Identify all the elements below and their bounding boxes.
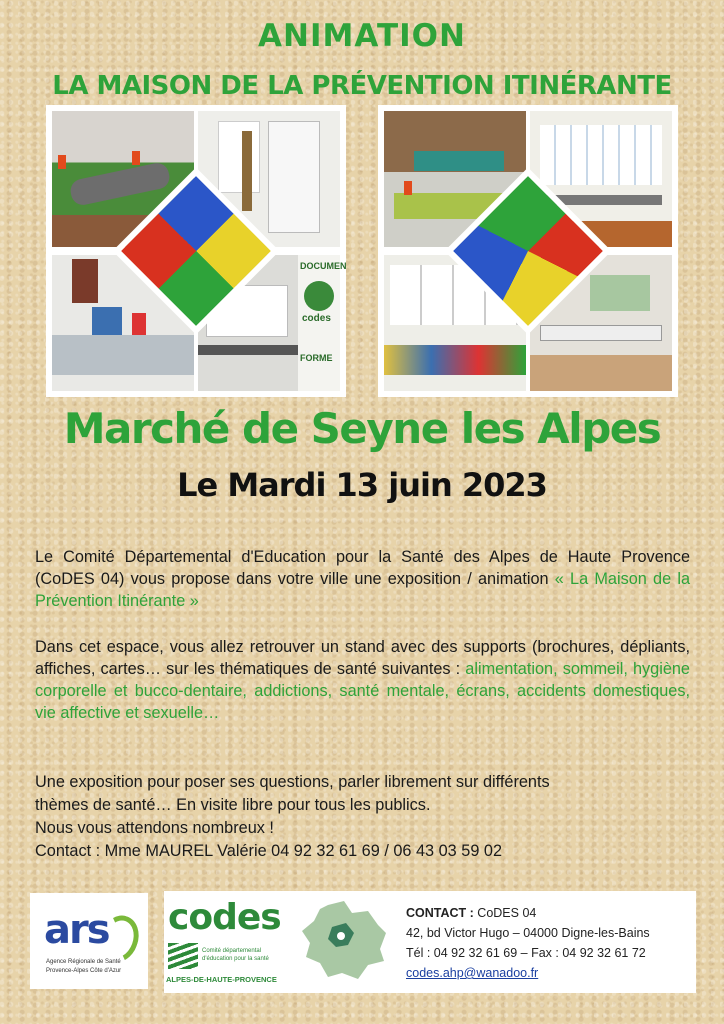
contact-org: CoDES 04 — [477, 906, 537, 920]
closing-line-1: Une exposition pour poser ses questions, parler librement sur différents — [35, 773, 550, 791]
ars-logo: ars — [44, 907, 109, 953]
ars-region: Provence-Alpes Côte d'Azur — [46, 968, 122, 974]
contact-email-link[interactable]: codes.ahp@wanadoo.fr — [406, 966, 539, 980]
codes-logo: codes — [168, 897, 281, 938]
stand-topics: alimentation, sommeil, hygiène corporelle et bucco-dentaire, addictions, santé mentale, écrans, accidents domestiques, vie affective et sexuelle… — [35, 660, 690, 722]
codes-logo-stripes-icon — [168, 943, 198, 969]
ars-tagline: Agence Régionale de Santé — [46, 959, 121, 965]
event-date: Le Mardi 13 juin 2023 — [177, 466, 547, 504]
contact-address: 42, bd Victor Hugo – 04000 Digne-les-Bains — [406, 926, 650, 940]
stand-paragraph — [35, 636, 690, 724]
codes-dept: ALPES-DE-HAUTE-PROVENCE — [166, 975, 277, 984]
maison-prevention-heading: LA MAISON DE LA PRÉVENTION ITINÉRANTE — [52, 71, 672, 101]
banner-text-top: DOCUMEN — [300, 261, 347, 271]
closing-line-3: Nous vous attendons nombreux ! — [35, 819, 274, 837]
ars-logo-box — [30, 893, 148, 989]
animation-heading: ANIMATION — [258, 18, 466, 54]
intro-highlight: « La Maison de la Prévention Itinérante » — [35, 570, 690, 610]
contact-phones: Tél : 04 92 32 61 69 – Fax : 04 92 32 61 72 — [406, 946, 646, 960]
banner-text-bottom: FORME — [300, 353, 333, 363]
contact-label: CONTACT : — [406, 906, 474, 920]
intro-paragraph — [35, 546, 690, 612]
department-map-icon — [298, 899, 390, 983]
codes-contact-box — [164, 891, 696, 993]
banner-brand: codes — [302, 313, 331, 324]
photo-collage-left — [46, 105, 346, 397]
contact-heading — [406, 903, 536, 923]
codes-tagline: Comité départemental d'éducation pour la santé — [202, 948, 269, 962]
photo-collage-right — [378, 105, 678, 397]
event-place-title: Marché de Seyne les Alpes — [63, 404, 661, 453]
intro-text: Le Comité Départemental d'Education pour la Santé des Alpes de Haute Provence (CoDES 04) vous propose dans votre ville une exposition / animation — [35, 548, 690, 588]
contact-line: Contact : Mme MAUREL Valérie 04 92 32 61 69 / 06 43 03 59 02 — [35, 842, 503, 860]
closing-line-2: thèmes de santé… En visite libre pour tous les publics. — [35, 796, 431, 814]
stand-text: Dans cet espace, vous allez retrouver un stand avec des supports (brochures, dépliants, affiches, cartes… sur les thématiques de santé suivantes : — [35, 638, 690, 678]
